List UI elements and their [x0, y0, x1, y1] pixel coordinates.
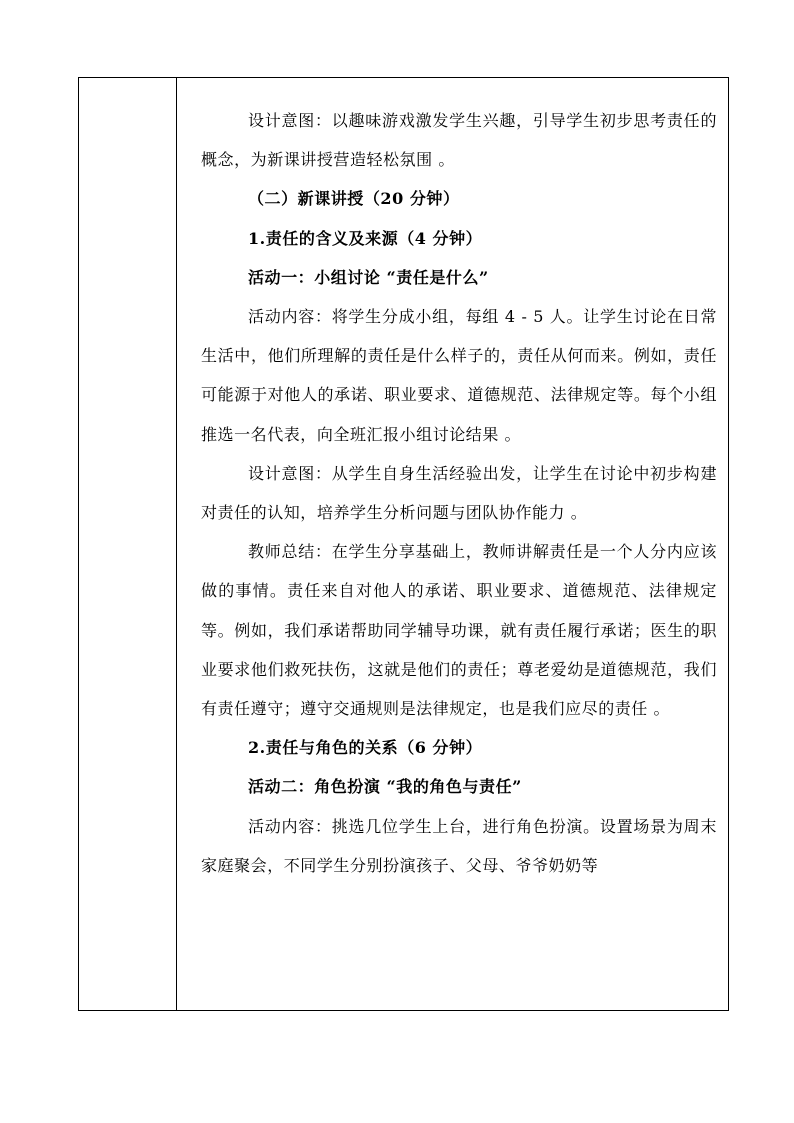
design-intent-paragraph: 设计意图：以趣味游戏激发学生兴趣，引导学生初步思考责任的概念，为新课讲授营造轻松氛围 。	[201, 111, 717, 170]
activity-one-heading: 活动一：小组讨论 “责任是什么”	[248, 267, 489, 287]
lesson-plan-table	[78, 77, 729, 1011]
subsection-heading-roles: 2.责任与角色的关系（6 分钟）	[248, 738, 483, 758]
activity-one-content: 活动内容：将学生分成小组，每组 4 - 5 人。让学生讨论在日常生活中，他们所理解的责任是什么样子的，责任从何而来。例如，责任可能源于对他人的承诺、职业要求、道德规范、法律规定等。每个小组推选一名代表，向全班汇报小组讨论结果 。	[201, 307, 717, 444]
teacher-summary-paragraph: 教师总结：在学生分享基础上，教师讲解责任是一个人分内应该做的事情。责任来自对他人的承诺、职业要求、道德规范、法律规定等。例如，我们承诺帮助同学辅导功课，就有责任履行承诺；医生的职业要求他们救死扶伤，这就是他们的责任；尊老爱幼是道德规范，我们有责任遵守；遵守交通规则是法律规定，也是我们应尽的责任 。	[201, 542, 717, 719]
activity-two-heading: 活动二：角色扮演 “我的角色与责任”	[248, 777, 522, 797]
design-intent-paragraph-2: 设计意图：从学生自身生活经验出发，让学生在讨论中初步构建对责任的认知，培养学生分析问题与团队协作能力 。	[201, 463, 717, 523]
activity-two-content: 活动内容：挑选几位学生上台，进行角色扮演。设置场景为周末家庭聚会，不同学生分别扮演孩子、父母、爷爷奶奶等	[201, 816, 717, 875]
table-content-cell	[178, 78, 728, 1010]
table-label-cell	[79, 78, 177, 1010]
subsection-heading-meaning: 1.责任的含义及来源（4 分钟）	[248, 228, 483, 248]
section-heading-new-lesson: （二）新课讲授（20 分钟）	[248, 189, 460, 209]
